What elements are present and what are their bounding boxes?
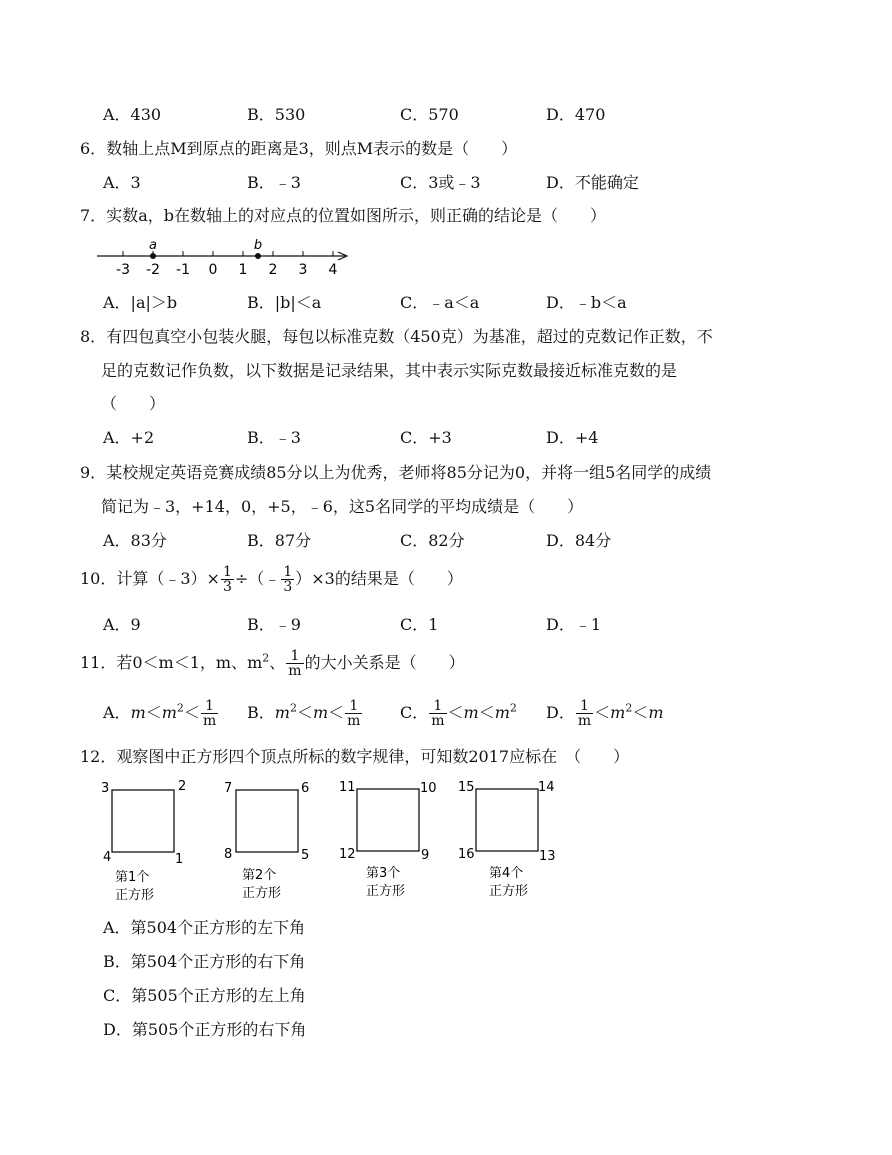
number-line-tick-label: -3: [116, 262, 130, 278]
q11-d-lt2: ＜: [632, 703, 649, 722]
q7-option-d: D．﹣b＜a: [546, 293, 627, 312]
q11-option-b: [247, 698, 363, 728]
q11-text-mid: 、: [269, 653, 286, 672]
q5-option-b: B．530: [247, 105, 306, 124]
q6-stem: [80, 139, 517, 159]
square-4-tl: 15: [458, 780, 475, 795]
q10-number: 10．: [80, 569, 117, 588]
q11-option-d: [546, 698, 664, 728]
q11-d-fraction: [576, 699, 593, 728]
q11-c-m1: m: [463, 703, 479, 722]
point-b-marker: [255, 253, 261, 259]
q12-option-d: D．第505个正方形的右下角: [103, 1020, 307, 1039]
q12-option-c: C．第505个正方形的左上角: [103, 986, 306, 1005]
q11-a-m2: m: [161, 703, 177, 722]
q11-b-frac-num: 1: [345, 699, 362, 714]
q10-option-b: B．﹣9: [247, 615, 301, 634]
q9-number: 9．: [80, 463, 107, 482]
square-4-tr: 14: [538, 780, 555, 795]
square-1-label-2: 正方形: [115, 888, 155, 903]
q11-option-b-letter: B．: [247, 703, 275, 722]
point-b-label: b: [253, 238, 263, 253]
square-3-br: 9: [421, 848, 430, 863]
q11-a-m1: m: [130, 703, 146, 722]
q11-text-prefix: 若0＜m＜1，m、m: [116, 653, 263, 672]
q7-option-c: C．﹣a＜a: [400, 293, 480, 312]
square-4-shape: [476, 789, 538, 851]
q8-option-a: A．+2: [103, 428, 155, 447]
q9-text-1: 某校规定英语竞赛成绩85分以上为优秀，老师将85分记为0，并将一组5名同学的成绩: [106, 463, 712, 482]
q6-text: 数轴上点M到原点的距离是3，则点M表示的数是（ ）: [106, 139, 518, 158]
number-line-tick-label: 2: [268, 262, 278, 278]
q12-stem: [80, 747, 629, 767]
square-1-shape: [112, 790, 174, 852]
q6-option-a: A．3: [103, 173, 141, 192]
q11-superscript: 2: [262, 651, 270, 665]
q10-fraction-1: [221, 565, 234, 594]
q11-text-suffix: 的大小关系是（ ）: [304, 653, 465, 672]
q11-option-c-letter: C．: [400, 703, 429, 722]
q11-stem: [80, 648, 465, 678]
q7-number: 7．: [80, 206, 107, 225]
square-4-br: 13: [539, 849, 556, 864]
q7-text: 实数a，b在数轴上的对应点的位置如图所示，则正确的结论是（ ）: [106, 206, 606, 225]
q6-option-d: D．不能确定: [546, 173, 639, 192]
q10-fraction-2: [281, 565, 294, 594]
q10-text-3: ）×3的结果是（ ）: [295, 569, 463, 588]
square-2-br: 5: [301, 848, 310, 863]
q7-option-a: A．|a|＞b: [103, 293, 178, 312]
q11-option-c: [400, 698, 517, 728]
q11-b-lt2: ＜: [328, 703, 345, 722]
q11-c-lt1: ＜: [447, 703, 464, 722]
q11-c-frac-den: m: [431, 713, 445, 729]
square-3-label-2: 正方形: [366, 884, 406, 899]
q11-option-d-letter: D．: [546, 703, 575, 722]
q9-stem-line2: 简记为﹣3，+14，0，+5，﹣6，这5名同学的平均成绩是（ ）: [101, 497, 584, 516]
number-line-tick-label: -1: [176, 262, 190, 278]
square-4: [458, 780, 556, 899]
square-2-shape: [236, 790, 298, 852]
square-1-bl: 4: [103, 850, 112, 865]
number-line-tick-label: -2: [146, 262, 160, 278]
q8-text-1: 有四包真空小包装火腿，每包以标准克数（450克）为基准，超过的克数记作正数，不: [106, 327, 713, 346]
square-2-label-2: 正方形: [242, 886, 282, 901]
q11-d-lt1: ＜: [594, 703, 611, 722]
q10-frac1-numerator: 1: [222, 564, 232, 580]
q10-option-d: D．﹣1: [546, 615, 602, 634]
number-line-tick-label: 4: [328, 262, 338, 278]
q10-frac2-numerator: 1: [283, 564, 293, 580]
q11-a-frac-den: m: [202, 713, 217, 729]
q8-stem-line1: [80, 327, 713, 347]
q8-stem-line3: （ ）: [101, 394, 166, 413]
q11-c-sup: 2: [509, 701, 517, 715]
q11-d-m1: m: [610, 703, 626, 722]
q11-c-fraction: [429, 699, 446, 728]
q5-option-a: A．430: [103, 105, 162, 124]
q11-a-fraction: [201, 699, 218, 728]
q10-stem: [80, 564, 463, 594]
point-a-label: a: [149, 238, 157, 253]
q7-number-line: [95, 236, 360, 280]
square-3-tr: 10: [420, 781, 437, 796]
q11-b-m2: m: [312, 703, 329, 722]
square-4-bl: 16: [458, 847, 475, 862]
q8-stem-line2: 足的克数记作负数，以下数据是记录结果，其中表示实际克数最接近标准克数的是: [101, 361, 678, 380]
q8-option-d: D．+4: [546, 428, 599, 447]
q11-fraction: [286, 649, 303, 678]
square-3-shape: [357, 789, 419, 851]
q11-number: 11．: [80, 653, 117, 672]
q12-option-a: A．第504个正方形的左下角: [103, 918, 306, 937]
q12-text: 观察图中正方形四个顶点所标的数字规律，可知数2017应标在 （ ）: [116, 747, 630, 766]
q11-b-lt1: ＜: [296, 703, 313, 722]
square-3-bl: 12: [339, 847, 356, 862]
q12-number: 12．: [80, 747, 117, 766]
q11-c-frac-num: 1: [429, 699, 446, 714]
q5-option-c: C．570: [400, 105, 459, 124]
q10-frac2-denominator: 3: [283, 579, 293, 595]
q11-option-a-letter: A．: [103, 703, 131, 722]
q12-squares-figure: [95, 775, 575, 910]
square-1-tl: 3: [101, 781, 110, 796]
q11-frac-numerator: 1: [286, 649, 303, 664]
square-3: [339, 780, 437, 899]
q8-option-c: C．+3: [400, 428, 452, 447]
q9-stem-line1: [80, 463, 711, 483]
q11-a-lt2: ＜: [183, 703, 200, 722]
q11-d-frac-num: 1: [576, 699, 593, 714]
square-2: [224, 781, 309, 901]
square-4-label-1: 第4个: [489, 866, 524, 881]
q10-option-a: A．9: [103, 615, 141, 634]
q11-d-sup: 2: [625, 701, 633, 715]
square-2-label-1: 第2个: [242, 868, 277, 883]
q11-a-frac-num: 1: [201, 699, 218, 714]
square-2-tl: 7: [224, 781, 233, 796]
q11-b-sup: 2: [289, 701, 297, 715]
q11-b-m1: m: [274, 703, 290, 722]
point-a-marker: [150, 253, 156, 259]
q10-text-1: 计算（﹣3）×: [116, 569, 220, 588]
q11-c-lt2: ＜: [478, 703, 495, 722]
q8-number: 8．: [80, 327, 107, 346]
q9-option-a: A．83分: [103, 531, 167, 550]
square-1-br: 1: [175, 852, 184, 867]
q6-option-b: B．﹣3: [247, 173, 301, 192]
q10-frac1-denominator: 3: [222, 579, 232, 595]
square-3-label-1: 第3个: [366, 866, 401, 881]
q9-option-d: D．84分: [546, 531, 612, 550]
q10-text-2: ÷（﹣: [234, 569, 281, 588]
q11-b-frac-den: m: [347, 713, 361, 729]
number-line-tick-label: 1: [238, 262, 248, 278]
square-3-tl: 11: [339, 780, 356, 795]
q7-option-b: B．|b|＜a: [247, 293, 322, 312]
q7-stem: [80, 206, 606, 226]
q8-option-b: B．﹣3: [247, 428, 301, 447]
number-line-tick-label: 3: [298, 262, 308, 278]
q11-frac-denominator: m: [288, 663, 302, 679]
square-1-label-1: 第1个: [115, 870, 150, 885]
q6-option-c: C．3或﹣3: [400, 173, 481, 192]
q6-number: 6．: [80, 139, 107, 158]
q11-option-a: [103, 698, 219, 728]
q11-d-m2: m: [648, 703, 664, 722]
q5-option-d: D．470: [546, 105, 606, 124]
square-4-label-2: 正方形: [489, 884, 529, 899]
square-1: [101, 779, 186, 903]
q11-c-m2: m: [494, 703, 510, 722]
q9-option-c: C．82分: [400, 531, 465, 550]
q11-d-frac-den: m: [577, 713, 592, 729]
square-2-tr: 6: [301, 781, 310, 796]
q9-option-b: B．87分: [247, 531, 312, 550]
number-line-tick-label: 0: [208, 262, 218, 278]
q11-b-fraction: [345, 699, 362, 728]
q10-option-c: C．1: [400, 615, 439, 634]
q12-option-b: B．第504个正方形的右下角: [103, 952, 306, 971]
q11-a-sup: 2: [176, 701, 184, 715]
square-2-bl: 8: [224, 847, 233, 862]
square-1-tr: 2: [178, 779, 187, 794]
q11-a-lt1: ＜: [145, 703, 162, 722]
